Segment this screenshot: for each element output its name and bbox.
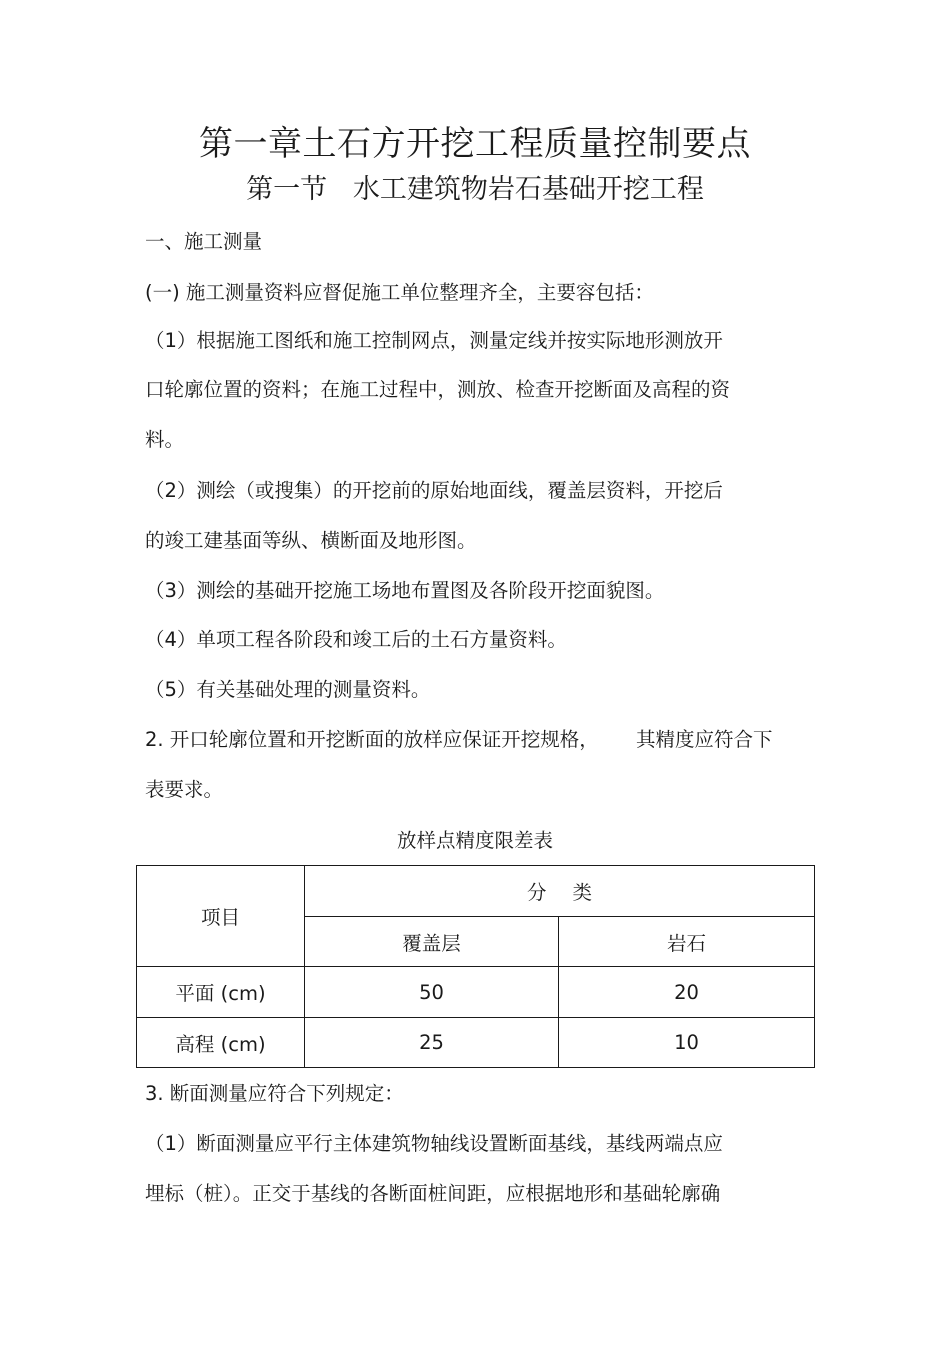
- paragraph-line: （3）测绘的基础开挖施工场地布置图及各阶段开挖面貌图。: [145, 579, 665, 602]
- table-header-col: 覆盖层: [305, 917, 559, 967]
- paragraph-line: (一) 施工测量资料应督促施工单位整理齐全，主要容包括：: [145, 281, 654, 304]
- table-row: [137, 1018, 815, 1068]
- table-caption: 放样点精度限差表: [396, 829, 553, 852]
- paragraph-line: 2. 开口轮廓位置和开挖断面的放样应保证开挖规格， 其精度应符合下: [145, 728, 773, 751]
- paragraph-line: 的竣工建基面等纵、横断面及地形图。: [145, 529, 477, 552]
- table-row: [137, 967, 815, 1018]
- cell-value: 10: [559, 1018, 815, 1068]
- heading-survey: 一、施工测量: [145, 230, 263, 253]
- chapter-title: 第一章土石方开挖工程质量控制要点: [199, 124, 751, 164]
- paragraph-line: （2）测绘（或搜集）的开挖前的原始地面线，覆盖层资料，开挖后: [145, 479, 723, 502]
- paragraph-line: （4）单项工程各阶段和竣工后的土石方量资料。: [145, 628, 567, 651]
- paragraph-line: 埋标（桩）。正交于基线的各断面桩间距，应根据地形和基础轮廓确: [145, 1182, 721, 1205]
- table-header-group-label: 分类: [527, 881, 619, 904]
- paragraph-line: 表要求。: [145, 778, 224, 801]
- tolerance-table: [136, 865, 815, 1068]
- section-title: 第一节 水工建筑物岩石基础开挖工程: [246, 174, 704, 205]
- row-label: 高程 (cm): [137, 1018, 305, 1068]
- paragraph-line: （5）有关基础处理的测量资料。: [145, 678, 431, 701]
- cell-value: 20: [559, 967, 815, 1018]
- paragraph-line: （1）根据施工图纸和施工控制网点，测量定线并按实际地形测放开: [145, 329, 723, 352]
- paragraph-line: （1）断面测量应平行主体建筑物轴线设置断面基线，基线两端点应: [145, 1132, 723, 1155]
- table-header-col: 岩石: [559, 917, 815, 967]
- row-label: 平面 (cm): [137, 967, 305, 1018]
- table-header-group: [305, 866, 815, 917]
- cell-value: 25: [305, 1018, 559, 1068]
- paragraph-line: 料。: [145, 428, 185, 451]
- table-header-item: 项目: [137, 866, 305, 967]
- paragraph-line: 3. 断面测量应符合下列规定：: [145, 1082, 404, 1105]
- cell-value: 50: [305, 967, 559, 1018]
- paragraph-line: 口轮廓位置的资料；在施工过程中，测放、检查开挖断面及高程的资: [145, 378, 731, 401]
